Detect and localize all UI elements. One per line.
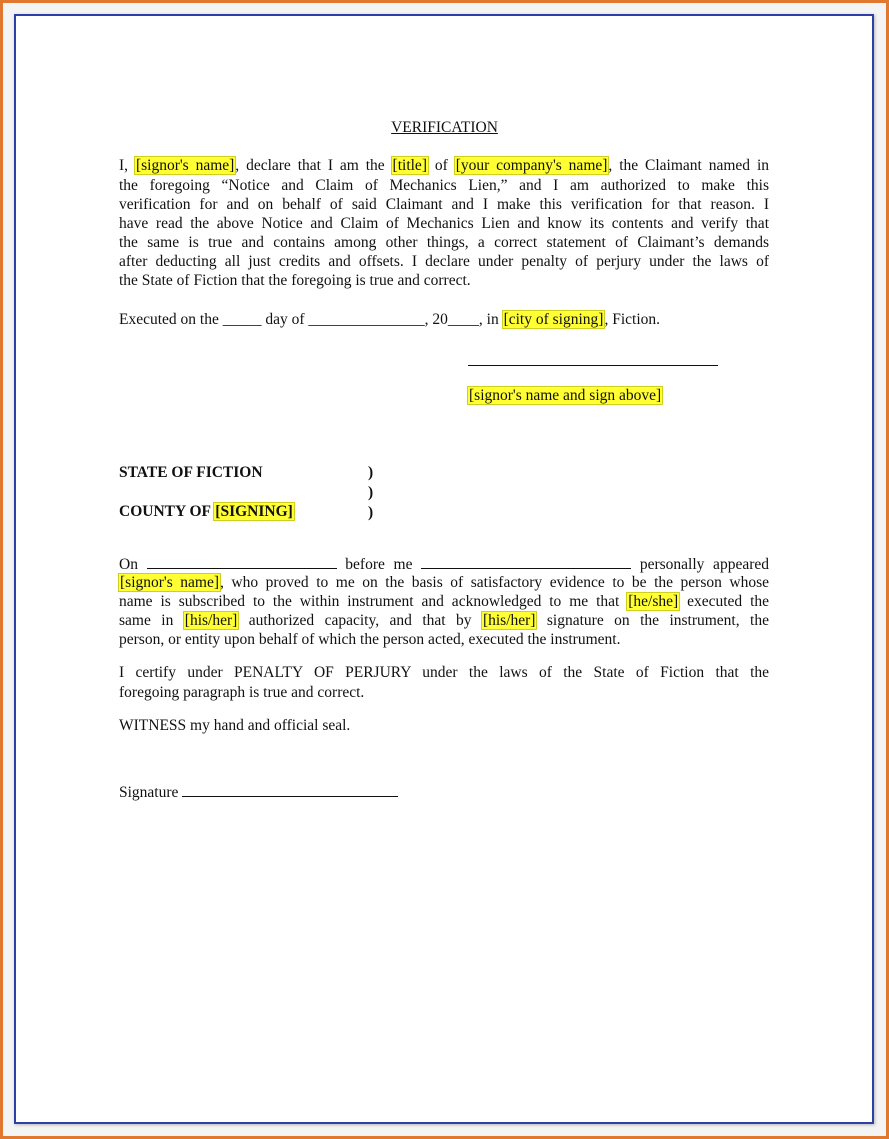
para1-line1: I, [signor's name], declare that I am the [title] of [your company's name], the Claimant named in [119,157,769,174]
para1-line7: the State of Fiction that the foregoing is true and correct. [119,272,471,289]
placeholder-his-her-2[interactable]: [his/her] [482,612,536,629]
notary-name-blank[interactable] [421,555,631,569]
signer-caption: [signor's name and sign above] [469,387,662,404]
placeholder-signor-name-2[interactable]: [signor's name] [120,574,219,591]
certify-line1: I certify under PENALTY OF PERJURY under the laws of the State of Fiction that the [119,664,769,681]
placeholder-title[interactable]: [title] [392,157,427,174]
date-blank[interactable] [147,555,337,569]
placeholder-company-name[interactable]: [your company's name] [455,157,608,174]
notary-line1: On before me personally appeared [119,556,769,573]
para1-line6: after deducting all just credits and offsets. I declare under penalty of perjury under the laws of [119,253,769,270]
county-label: COUNTY OF [SIGNING] [119,503,293,520]
state-label: STATE OF FICTION [119,464,263,481]
signature-blank[interactable] [182,783,398,797]
placeholder-county[interactable]: [SIGNING] [215,503,293,520]
para1-line2: the foregoing “Notice and Claim of Mechanics Lien,” and I am authorized to make this [119,177,769,194]
placeholder-signor-name[interactable]: [signor's name] [135,157,235,174]
signer-signature-line[interactable] [468,365,718,366]
signature-line: Signature [119,783,398,802]
para1-line3: verification for and on behalf of said Claimant and I make this verification for that reason. I [119,196,769,213]
document-title: VERIFICATION [391,119,498,136]
paren-3: ) [368,504,374,521]
notary-line5: person, or entity upon behalf of which the person acted, executed the instrument. [119,631,621,648]
paren-2: ) [368,484,374,501]
notary-line3: name is subscribed to the within instrument and acknowledged to me that [he/she] executed the [119,593,769,610]
placeholder-he-she[interactable]: [he/she] [628,593,679,610]
notary-line4: same in [his/her] authorized capacity, and that by [his/her] signature on the instrument, the [119,612,769,629]
para1-line4: have read the above Notice and Claim of Mechanics Lien and know its contents and verify that [119,215,769,232]
placeholder-his-her-1[interactable]: [his/her] [184,612,238,629]
executed-line: Executed on the _____ day of _______________, 20____, in [city of signing], Fiction. [119,311,660,328]
certify-line2: foregoing paragraph is true and correct. [119,684,365,701]
witness-line: WITNESS my hand and official seal. [119,717,351,734]
placeholder-city-of-signing[interactable]: [city of signing] [503,311,604,328]
para1-line5: the same is true and contains among other things, a correct statement of Claimant’s demands [119,234,769,251]
notary-line2: [signor's name], who proved to me on the basis of satisfactory evidence to be the person whose [120,574,769,591]
paren-1: ) [368,464,374,481]
